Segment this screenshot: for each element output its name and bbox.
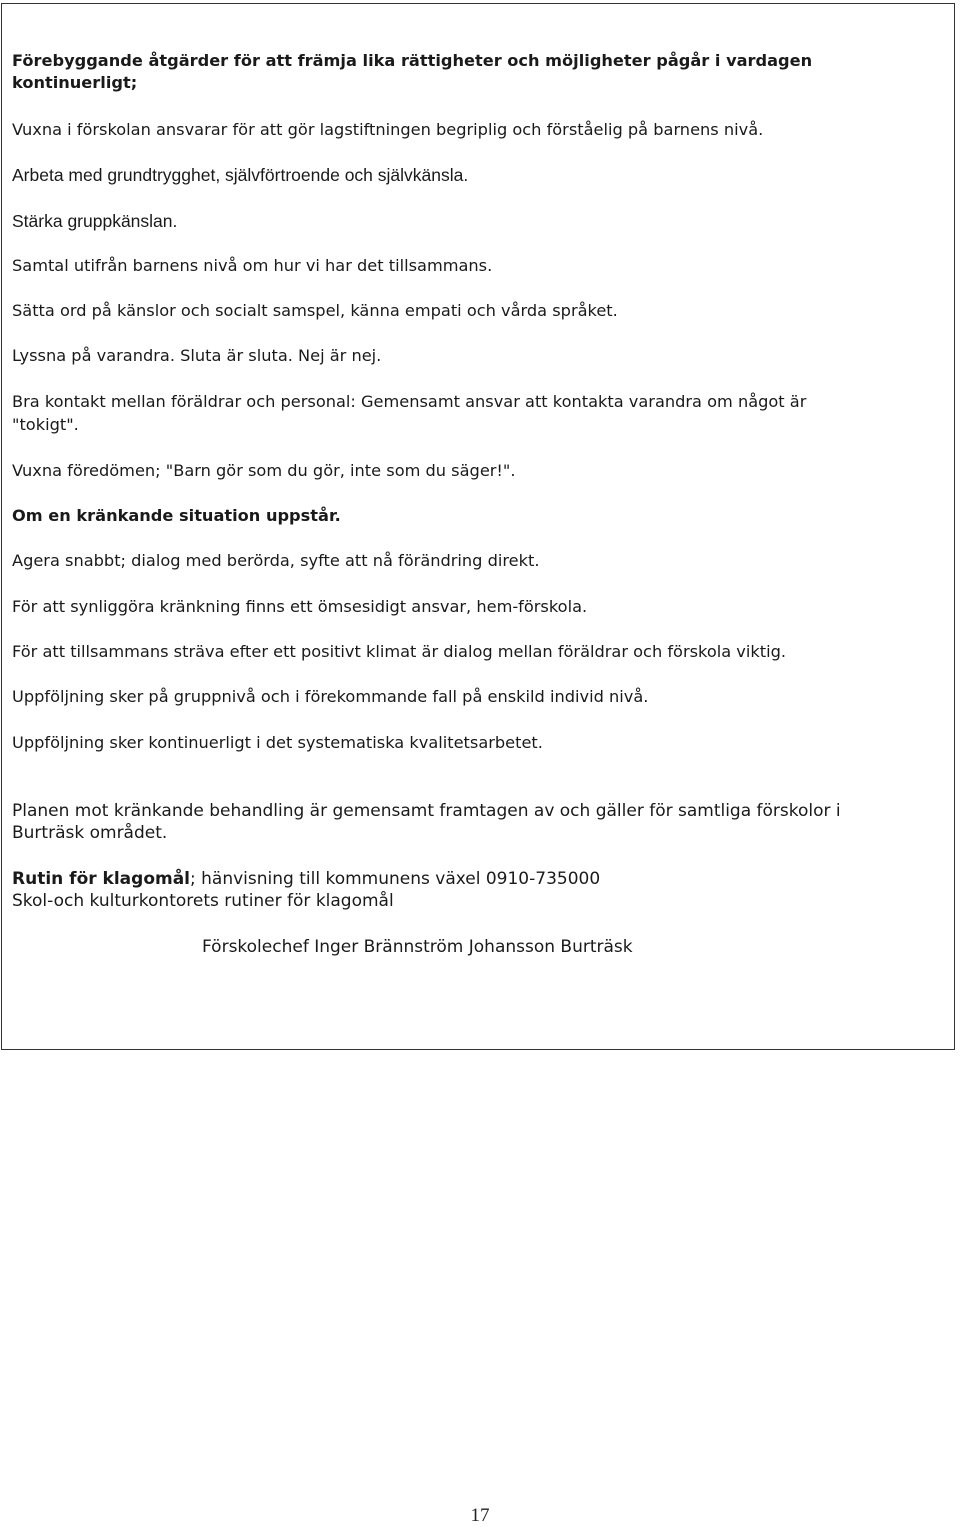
action-item: Agera snabbt; dialog med berörda, syfte att nå förändring direkt. [12, 551, 540, 570]
plan-line-2: Burträsk området. [12, 823, 168, 843]
complaints-text: ; hänvisning till kommunens växel 0910-735000 [190, 869, 601, 889]
contact-line-2: "tokigt". [12, 415, 79, 434]
signature: Förskolechef Inger Brännström Johansson Burträsk [202, 937, 633, 957]
complaints-line-2: Skol-och kulturkontorets rutiner för klagomål [12, 891, 394, 911]
list-item: Arbeta med grundtrygghet, självförtroende och självkänsla. [12, 165, 469, 185]
list-item: Vuxna i förskolan ansvarar för att gör lagstiftningen begriplig och förståelig på barnens nivå. [12, 120, 764, 139]
page-number: 17 [470, 1505, 490, 1526]
list-item: Samtal utifrån barnens nivå om hur vi har det tillsammans. [12, 256, 493, 275]
list-item: Sätta ord på känslor och socialt samspel, känna empati och vårda språket. [12, 301, 618, 320]
action-item: Uppföljning sker kontinuerligt i det systematiska kvalitetsarbetet. [12, 733, 543, 752]
action-item: För att synliggöra kränkning finns ett ömsesidigt ansvar, hem-förskola. [12, 597, 588, 616]
heading-line-1: Förebyggande åtgärder för att främja lika rättigheter och möjligheter pågår i vardagen [12, 51, 813, 70]
action-item: För att tillsammans sträva efter ett positivt klimat är dialog mellan föräldrar och förskola viktig. [12, 642, 787, 661]
contact-line-1: Bra kontakt mellan föräldrar och personal: Gemensamt ansvar att kontakta varandra om något är [12, 392, 807, 411]
section-subheading: Om en kränkande situation uppstår. [12, 506, 341, 525]
list-item: Lyssna på varandra. Sluta är sluta. Nej är nej. [12, 346, 382, 365]
complaints-line [12, 868, 600, 890]
role-model-line: Vuxna föredömen; "Barn gör som du gör, inte som du säger!". [12, 461, 516, 480]
complaints-label: Rutin för klagomål [12, 869, 191, 889]
plan-line-1: Planen mot kränkande behandling är gemensamt framtagen av och gäller för samtliga förskolor i [12, 801, 841, 821]
action-item: Uppföljning sker på gruppnivå och i förekommande fall på enskild individ nivå. [12, 687, 649, 706]
list-item: Stärka gruppkänslan. [12, 211, 178, 231]
heading-line-2: kontinuerligt; [12, 73, 138, 92]
